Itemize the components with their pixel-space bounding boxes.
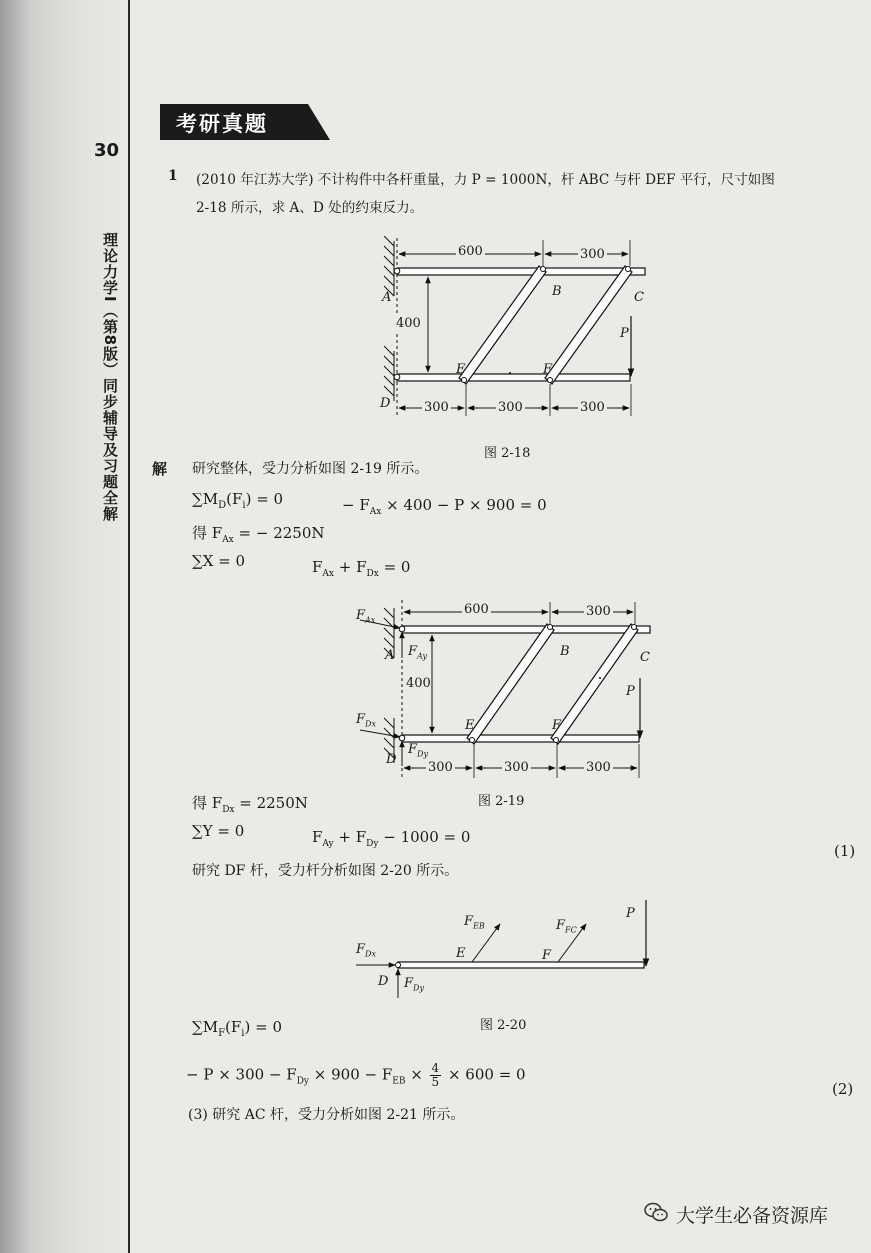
dim-300-b2: 300 — [498, 400, 523, 415]
dim-300-b2-2: 300 — [504, 760, 529, 775]
label-d-3: D — [378, 974, 389, 989]
bar-be — [459, 266, 546, 384]
label-e-3: E — [456, 946, 466, 961]
equation-tag-1: (1) — [834, 842, 856, 860]
dim-300-top-2: 300 — [586, 604, 611, 619]
equation-moment-d-expr: − $F_{Ax} \times 400 - P \times 900 = 0$ — [342, 496, 547, 517]
problem-line-2: 2-18 所示，求 A、D 处的约束反力。 — [196, 200, 424, 216]
page-number: 30 — [94, 140, 120, 161]
solution-intro-2: 研究 DF 杆，受力杆分析如图 2-20 所示。 — [192, 863, 459, 879]
bar-abc — [397, 268, 645, 275]
dim-600: 600 — [458, 244, 483, 259]
result-fax: 得 $F_{Ax}$ = − 2250N — [192, 524, 325, 545]
equation-moment-f-expr: − $P \times 300 - F_{Dy} \times 900 - F_{EB}$ × $\frac{4}{5}$ × 600 = 0 — [186, 1061, 526, 1089]
wechat-logo-icon — [644, 1200, 668, 1224]
label-p: P — [620, 326, 629, 341]
equation-tag-2: (2) — [832, 1080, 854, 1098]
caption-fig-2-19: 图 2-19 — [478, 794, 525, 809]
problem-number: 1 — [168, 168, 178, 184]
equation-sum-y: ∑Y = 0 — [192, 822, 245, 840]
wall-hatch-a — [384, 236, 394, 296]
label-f-2: F — [552, 718, 562, 733]
problem-line-1: (2010 年江苏大学) 不计构件中各杆重量，力 P = 1000N，杆 ABC 与杆 DEF 平行，尺寸如图 — [196, 172, 775, 188]
dim-300-b1: 300 — [424, 400, 449, 415]
label-f-fc: $F_{FC}$ — [556, 918, 577, 935]
equation-sum-y-expr: $F_{Ay} + F_{Dy} - 1000 = 0$ — [312, 828, 471, 849]
solution-intro: 研究整体，受力分析如图 2-19 所示。 — [192, 461, 429, 477]
equation-moment-f: $\sum M_F(F_i) = 0$ — [192, 1018, 282, 1039]
result-fdx: 得 $F_{Dx} = 2250N$ — [192, 794, 308, 815]
label-f: F — [543, 362, 553, 377]
book-spine-shadow — [0, 0, 128, 1253]
dim-300-b3: 300 — [580, 400, 605, 415]
label-f-3: F — [542, 948, 552, 963]
label-a-2: A — [385, 648, 395, 663]
label-d-2: D — [386, 752, 397, 767]
label-a: A — [382, 290, 392, 305]
equation-sum-x-expr: $F_{Ax} + F_{Dx} = 0$ — [312, 558, 411, 579]
label-f-dx: $F_{Dx}$ — [356, 712, 376, 729]
label-e: E — [456, 362, 466, 377]
label-f-ax: $F_{Ax}$ — [356, 608, 376, 625]
label-f-dx-3: $F_{Dx}$ — [356, 942, 376, 959]
label-f-dy-3: $F_{Dy}$ — [404, 976, 424, 993]
dim-300-b3-2: 300 — [586, 760, 611, 775]
dim-600-2: 600 — [464, 602, 489, 617]
watermark-text: 大学生必备资源库 — [676, 1205, 829, 1227]
section-title: 考研真题 — [176, 112, 268, 136]
label-e-2: E — [465, 718, 475, 733]
label-p-2: P — [626, 684, 635, 699]
equation-sum-x: ∑X = 0 — [192, 552, 246, 570]
label-d: D — [380, 396, 391, 411]
caption-fig-2-18: 图 2-18 — [484, 446, 531, 461]
label-b-2: B — [560, 644, 570, 659]
dim-300-top: 300 — [580, 247, 605, 262]
equation-moment-d: $\sum M_D(F_i) = 0$ — [192, 490, 284, 511]
book-title-vertical: 理论力学I（第8版）同步辅导及习题全解 — [101, 232, 119, 523]
label-c: C — [634, 290, 644, 305]
label-p-3: P — [626, 906, 635, 921]
figure-2-20 — [350, 896, 660, 1008]
wall-hatch-d — [384, 346, 394, 401]
label-f-ay: $F_{Ay}$ — [408, 644, 428, 661]
bar-def — [397, 374, 630, 381]
dim-400: 400 — [396, 316, 421, 331]
label-b: B — [552, 284, 562, 299]
label-c-2: C — [640, 650, 650, 665]
caption-fig-2-20: 图 2-20 — [480, 1018, 527, 1033]
label-f-eb: $F_{EB}$ — [464, 914, 485, 931]
dim-300-b1-2: 300 — [428, 760, 453, 775]
label-f-dy: $F_{Dy}$ — [408, 742, 428, 759]
solution-mark: 解 — [152, 460, 168, 478]
dim-400-2: 400 — [406, 676, 431, 691]
figure-2-19 — [360, 598, 660, 784]
solution-step-3: (3) 研究 AC 杆，受力分析如图 2-21 所示。 — [188, 1107, 465, 1123]
margin-rule — [128, 0, 130, 1253]
